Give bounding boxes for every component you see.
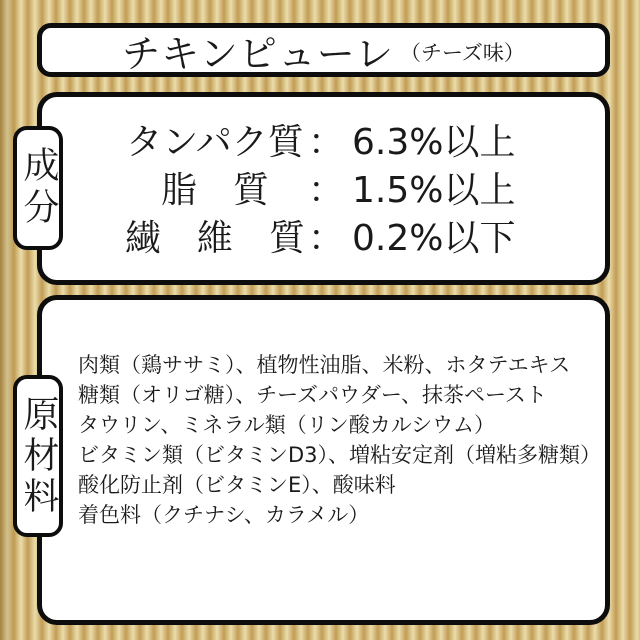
separator: ： <box>308 121 345 163</box>
list-item: タウリン、ミネラル類（リン酸カルシウム） <box>78 413 495 437</box>
product-title: チキンピューレ <box>122 31 394 76</box>
list-item: 糖類（オリゴ糖）、チーズパウダー、抹茶ペースト <box>78 383 547 407</box>
table-row <box>122 211 515 259</box>
separator: ： <box>308 169 345 211</box>
nutrient-name: タンパク質 <box>126 121 304 163</box>
list-item: ビタミン類（ビタミンD3）、増粘安定剤（増粘多糖類） <box>78 443 602 467</box>
composition-table <box>122 115 515 259</box>
table-row <box>122 115 515 163</box>
list-item: 酸化防止剤（ビタミンE）、酸味料 <box>78 473 396 497</box>
list-item: 肉類（鶏ササミ）、植物性油脂、米粉、ホタテエキス <box>78 353 571 377</box>
separator: ： <box>308 217 345 259</box>
left-edge-shading <box>0 0 16 640</box>
list-item: 着色料（クチナシ、カラメル） <box>78 503 370 527</box>
product-title-box <box>37 23 610 77</box>
nutrient-name: 脂 質 <box>160 169 269 211</box>
product-flavor: （チーズ味） <box>399 40 525 65</box>
ingredients-section-label: 原材料 <box>13 375 63 537</box>
nutrient-value: 0.2%以下 <box>352 217 516 259</box>
nutrient-value: 1.5%以上 <box>352 169 516 211</box>
nutrient-name: 繊 維 質 <box>124 217 305 259</box>
nutrient-value: 6.3%以上 <box>352 121 516 163</box>
composition-section-label: 成分 <box>13 126 63 250</box>
ingredients-list <box>78 350 602 530</box>
table-row <box>122 163 515 211</box>
